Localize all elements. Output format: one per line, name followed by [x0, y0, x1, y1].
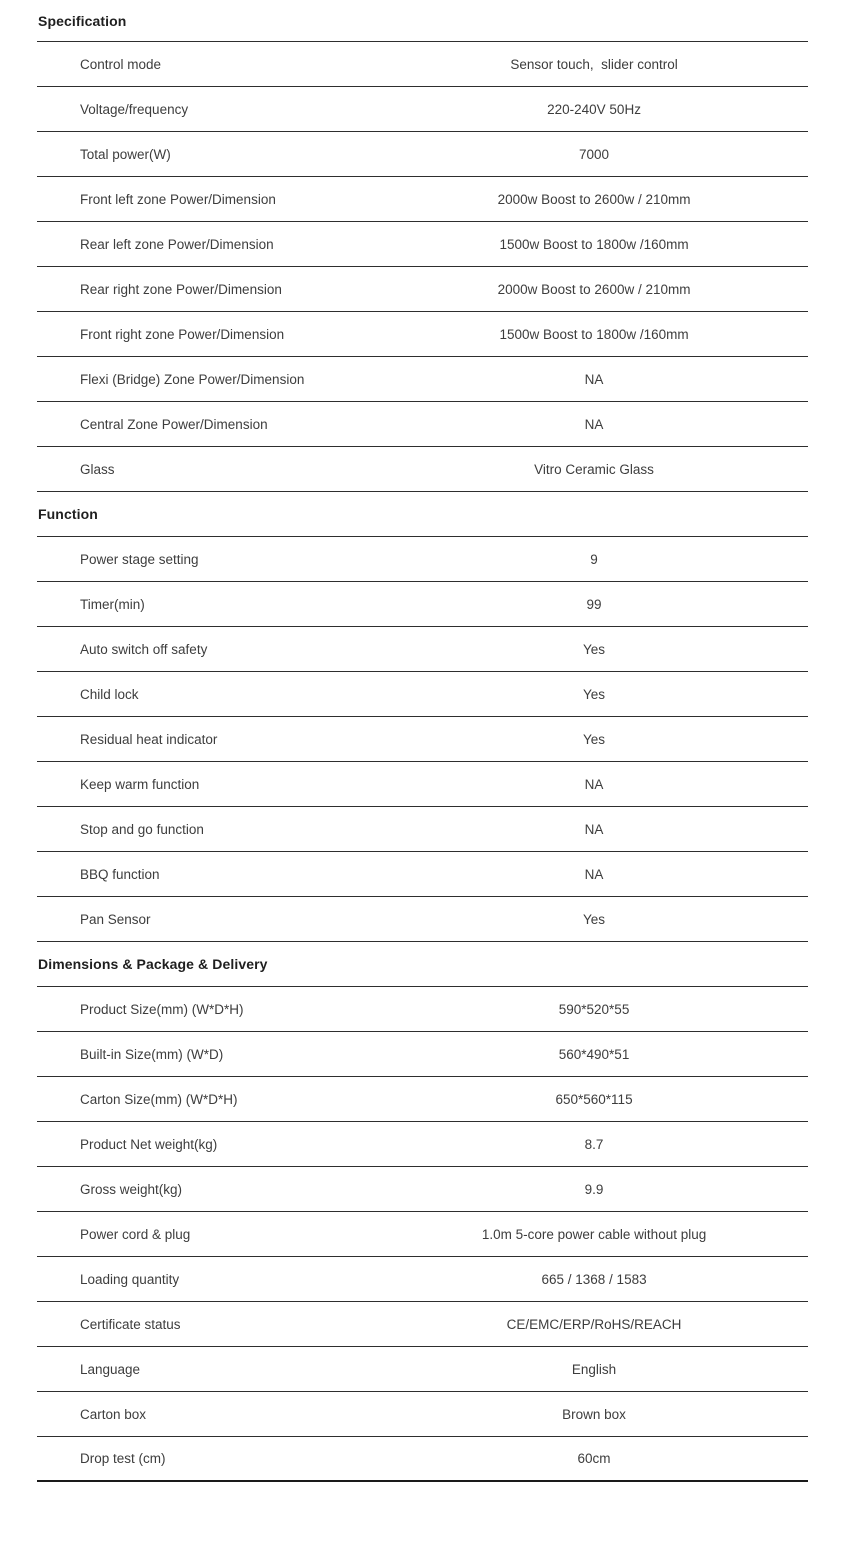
row-label: Auto switch off safety: [80, 641, 208, 657]
spec-row: [37, 267, 808, 312]
row-value: 9: [590, 551, 598, 567]
row-label: Product Size(mm) (W*D*H): [80, 1001, 244, 1017]
row-value: 1.0m 5-core power cable without plug: [481, 1226, 707, 1242]
row-label: Glass: [80, 461, 115, 477]
row-label: Control mode: [80, 56, 162, 72]
spec-row: [37, 447, 808, 492]
spec-row: [37, 897, 808, 942]
row-label: Central Zone Power/Dimension: [80, 416, 268, 432]
row-value: NA: [584, 416, 604, 432]
row-label: Certificate status: [80, 1316, 181, 1332]
row-label: BBQ function: [80, 866, 160, 882]
row-value: English: [571, 1361, 617, 1377]
spec-row: [37, 1392, 808, 1437]
row-label: Stop and go function: [80, 821, 204, 837]
row-label: Drop test (cm): [80, 1451, 166, 1466]
row-value: Yes: [583, 731, 606, 747]
row-label: Rear left zone Power/Dimension: [80, 236, 274, 252]
spec-row: [37, 402, 808, 447]
spec-row: [37, 1347, 808, 1392]
spec-row: [37, 1257, 808, 1302]
row-value: 99: [586, 596, 602, 612]
row-label: Timer(min): [80, 596, 145, 612]
row-label: Voltage/frequency: [80, 101, 189, 117]
row-label: Loading quantity: [80, 1271, 180, 1287]
spec-row: [37, 42, 808, 87]
section-title: Specification: [37, 0, 808, 42]
row-label: Keep warm function: [80, 776, 200, 792]
row-value: 590*520*55: [558, 1001, 630, 1017]
spec-row: [37, 1437, 808, 1482]
row-label: Built-in Size(mm) (W*D): [80, 1046, 224, 1062]
row-value: 2000w Boost to 2600w / 210mm: [497, 281, 691, 297]
row-value: NA: [584, 821, 604, 837]
spec-row: [37, 222, 808, 267]
spec-row: [37, 1167, 808, 1212]
row-value: NA: [584, 776, 604, 792]
spec-row: [37, 357, 808, 402]
row-value: NA: [584, 371, 604, 387]
spec-row: [37, 852, 808, 897]
row-label: Pan Sensor: [80, 911, 151, 927]
row-value: 220-240V 50Hz: [547, 101, 641, 117]
row-label: Residual heat indicator: [80, 731, 218, 747]
row-value: 7000: [579, 146, 610, 162]
row-value: 2000w Boost to 2600w / 210mm: [497, 191, 691, 207]
spec-row: [37, 1212, 808, 1257]
spec-row: [37, 537, 808, 582]
spec-row: [37, 177, 808, 222]
row-label: Flexi (Bridge) Zone Power/Dimension: [80, 371, 305, 387]
row-value: Sensor touch, slider control: [510, 56, 678, 72]
row-label: Child lock: [80, 686, 139, 702]
row-value: CE/EMC/ERP/RoHS/REACH: [506, 1316, 682, 1332]
spec-row: [37, 627, 808, 672]
row-value: Yes: [583, 686, 606, 702]
row-label: Total power(W): [80, 146, 171, 162]
row-value: Brown box: [562, 1406, 626, 1422]
row-label: Gross weight(kg): [80, 1181, 183, 1197]
row-value: NA: [584, 866, 604, 882]
spec-row: [37, 132, 808, 177]
spec-row: [37, 1032, 808, 1077]
spec-section: [37, 492, 808, 942]
row-value: 9.9: [584, 1181, 604, 1197]
row-value: Vitro Ceramic Glass: [534, 461, 654, 477]
spec-row: [37, 987, 808, 1032]
spec-row: [37, 1077, 808, 1122]
row-label: Front right zone Power/Dimension: [80, 326, 285, 342]
section-rows: [37, 987, 808, 1482]
row-value: 650*560*115: [555, 1091, 633, 1107]
row-label: Rear right zone Power/Dimension: [80, 281, 282, 297]
row-label: Carton box: [80, 1406, 147, 1422]
section-rows: [37, 42, 808, 492]
row-value: Yes: [583, 641, 606, 657]
section-rows: [37, 537, 808, 942]
section-title: Function: [37, 492, 808, 537]
spec-row: [37, 1302, 808, 1347]
row-value: 60cm: [577, 1451, 611, 1466]
row-value: 8.7: [584, 1136, 604, 1152]
row-label: Product Net weight(kg): [80, 1136, 218, 1152]
row-label: Power cord & plug: [80, 1226, 191, 1242]
section-title: Dimensions & Package & Delivery: [37, 942, 808, 987]
row-value: 1500w Boost to 1800w /160mm: [499, 326, 689, 342]
row-label: Front left zone Power/Dimension: [80, 191, 276, 207]
spec-row: [37, 1122, 808, 1167]
spec-row: [37, 312, 808, 357]
spec-section: [37, 0, 808, 492]
row-label: Carton Size(mm) (W*D*H): [80, 1091, 238, 1107]
row-label: Language: [80, 1361, 141, 1377]
spec-row: [37, 582, 808, 627]
row-value: 1500w Boost to 1800w /160mm: [499, 236, 689, 252]
row-value: Yes: [583, 911, 606, 927]
spec-row: [37, 87, 808, 132]
spec-row: [37, 717, 808, 762]
row-label: Power stage setting: [80, 551, 199, 567]
spec-row: [37, 672, 808, 717]
spec-row: [37, 762, 808, 807]
spec-section: [37, 942, 808, 1482]
spec-row: [37, 807, 808, 852]
row-value: 665 / 1368 / 1583: [541, 1271, 647, 1287]
row-value: 560*490*51: [558, 1046, 630, 1062]
